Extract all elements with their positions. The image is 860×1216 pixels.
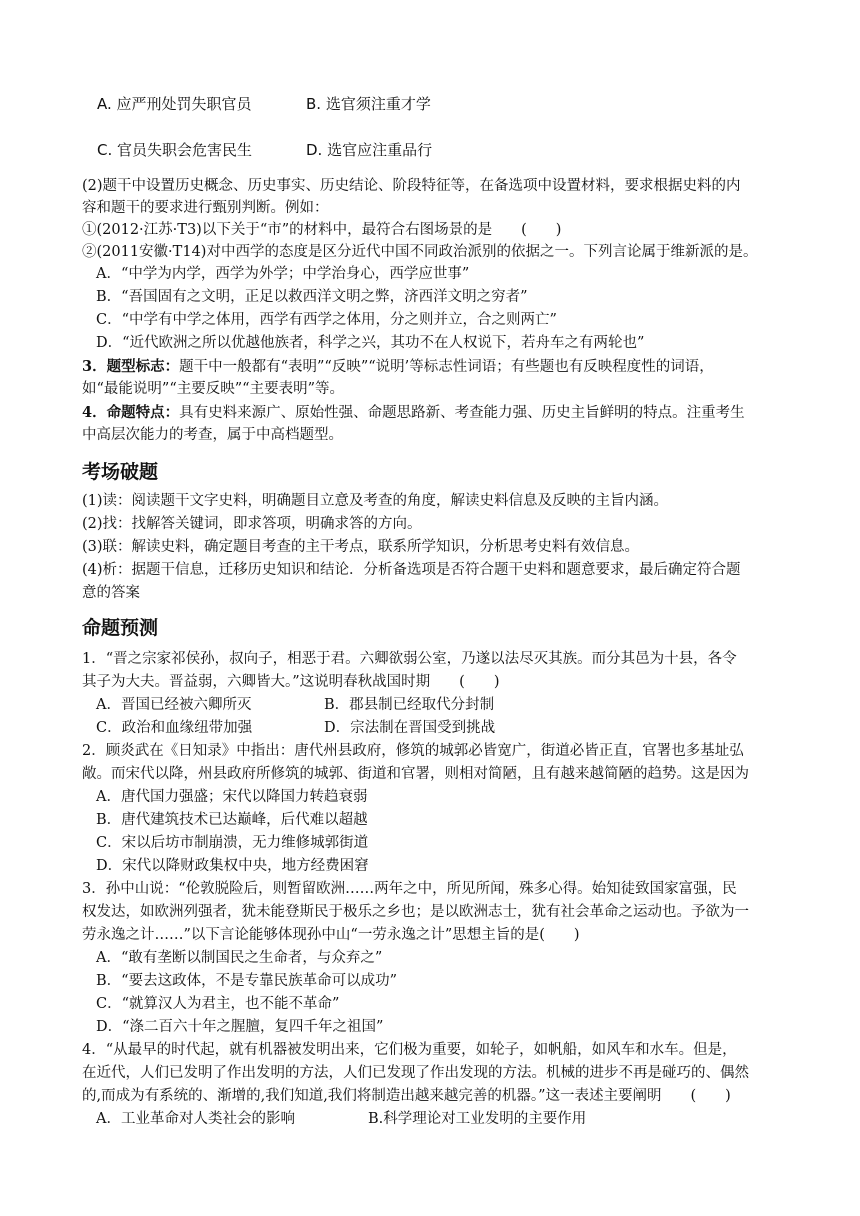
- q2-option: A．唐代国力强盛；宋代以降国力转趋衰弱: [96, 789, 368, 805]
- section-title-kaochang: 考场破题: [82, 461, 159, 483]
- option-c: C. 官员失职会危害民生: [97, 141, 253, 159]
- q4-option-a: A．工业革命对人类社会的影响: [96, 1111, 295, 1127]
- q3-option: D．“涤二百六十年之腥膻，复四千年之祖国”: [96, 1019, 384, 1035]
- point3-text: 题干中一般都有“表明”“反映”“说明’等标志性词语；有些题也有反映程度性的词语，: [179, 359, 714, 375]
- step-item: (2)找：找解答关键词，即求答项，明确求答的方向。: [82, 516, 422, 532]
- para2-line2: 容和题干的要求进行甄别判断。例如：: [82, 200, 329, 216]
- point3-line2: 如“最能说明”“主要反映”“主要表明”等。: [82, 381, 344, 397]
- point3-line1: [82, 357, 714, 377]
- q1-option-d: D．宗法制在晋国受到挑战: [324, 720, 496, 736]
- para2-option: B．“吾国固有之文明，正足以救西洋文明之弊，济西洋文明之穷者”: [96, 289, 528, 305]
- step-item: (3)联：解读史料，确定题目考查的主干考点，联系所学知识，分析思考史料有效信息。: [82, 539, 640, 555]
- section-title-mingti: 命题预测: [82, 617, 159, 639]
- q3-option: A．“敢有垄断以制国民之生命者，与众弃之”: [96, 950, 383, 966]
- point4-line2: 中高层次能力的考查，属于中高档题型。: [82, 427, 343, 443]
- q3-line3: 劳永逸之计……”以下言论能够体现孙中山“一劳永逸之计”思想主旨的是( ): [82, 927, 580, 943]
- q3-line1: 3．孙中山说：“伦敦脱险后，则暂留欧洲……两年之中，所见所闻，殊多心得。始知徒致国家富强，民: [82, 881, 737, 897]
- para2-example2: ②(2011安徽·T14)对中西学的态度是区分近代中国不同政治派别的依据之一。下列言论属于维新派的是。: [82, 244, 758, 260]
- step-item: (1)读：阅读题干文字史料，明确题目立意及考查的角度，解读史料信息及反映的主旨内涵。: [82, 493, 669, 509]
- q4-line2: 在近代，人们已发明了作出发明的方法，人们已发现了作出发现的方法。机械的进步不再是碰巧的、偶然: [82, 1065, 749, 1081]
- para2-example1: ①(2012·江苏·T3)以下关于“市”的材料中，最符合右图场景的是 ( ): [82, 222, 562, 238]
- q2-option: B．唐代建筑技术已达巅峰，后代难以超越: [96, 812, 368, 828]
- para2-line1: (2)题干中设置历史概念、历史事实、历史结论、阶段特征等，在备选项中设置材料，要求根据史料的内: [82, 178, 741, 194]
- q1-option-c: C．政治和血缘纽带加强: [96, 720, 253, 736]
- q1-option-a: A．晋国已经被六卿所灭: [96, 697, 252, 713]
- point4-line1: [82, 403, 745, 423]
- q2-option: C．宋以后坊市制崩溃，无力维修城郭街道: [96, 835, 369, 851]
- step-item: (4)析：据题干信息，迁移历史知识和结论．分析备选项是否符合题干史料和题意要求，最后确定符合题: [82, 562, 741, 578]
- q1-line1: 1．“晋之宗家祁侯孙，叔向子，相恶于君。六卿欲弱公室，乃遂以法尽灭其族。而分其邑为十县，各令: [82, 651, 737, 667]
- para2-option: A．“中学为内学，西学为外学；中学治身心，西学应世事”: [96, 266, 470, 282]
- option-b: B. 选官须注重才学: [306, 95, 431, 113]
- point3-label: 3．题型标志：: [82, 358, 180, 375]
- q3-option: B．“要去这政体，不是专靠民族革命可以成功”: [96, 973, 397, 989]
- q3-option: C．“就算汉人为君主，也不能不革命”: [96, 996, 340, 1012]
- point4-label: 4．命题特点：: [82, 404, 180, 421]
- q1-option-b: B．郡县制已经取代分封制: [324, 697, 495, 713]
- q4-option-b: B.科学理论对工业发明的主要作用: [368, 1111, 587, 1127]
- q1-line2: 其子为大夫。晋益弱，六卿皆大。”这说明春秋战国时期 ( ): [82, 674, 500, 690]
- q2-line1: 2．顾炎武在《日知录》中指出：唐代州县政府，修筑的城郭必皆宽广，街道必皆正直，官署也多基址弘: [82, 743, 744, 759]
- q2-option: D．宋代以降财政集权中央，地方经费困窘: [96, 858, 369, 874]
- q4-line3: 的,而成为有系统的、渐增的,我们知道,我们将制造出越来越完善的机器。”这一表述主要阐明 ( ): [82, 1088, 731, 1104]
- q2-line2: 敞。而宋代以降，州县政府所修筑的城郭、街道和官署，则相对简陋，且有越来越简陋的趋势。这是因为: [82, 766, 749, 782]
- point4-text: 具有史料来源广、原始性强、命题思路新、考查能力强、历史主旨鲜明的特点。注重考生: [179, 405, 745, 421]
- step-item: 意的答案: [82, 585, 140, 601]
- option-a: A. 应严刑处罚失职官员: [97, 95, 252, 113]
- para2-option: C．“中学有中学之体用，西学有西学之体用，分之则并立，合之则两亡”: [96, 312, 557, 328]
- option-d: D. 选官应注重品行: [306, 141, 433, 159]
- q3-line2: 权发达，如欧洲列强者，犹未能登斯民于极乐之乡也；是以欧洲志士，犹有社会革命之运动也。予欲为一: [82, 904, 749, 920]
- q4-line1: 4．“从最早的时代起，就有机器被发明出来，它们极为重要，如轮子，如帆船，如风车和水车。但是，: [82, 1042, 737, 1058]
- para2-option: D．“近代欧洲之所以优越他族者，科学之兴，其功不在人权说下，若舟车之有两轮也”: [96, 335, 645, 351]
